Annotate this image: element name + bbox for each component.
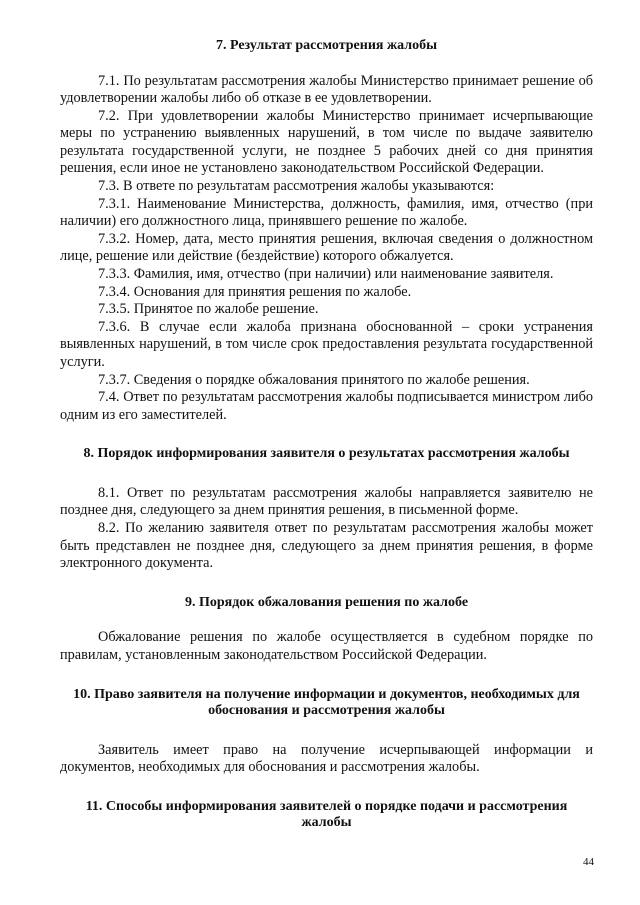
paragraph-7-3-7: 7.3.7. Сведения о порядке обжалования принятого по жалобе решения. [98, 371, 530, 388]
section-10-heading: 10. Право заявителя на получение информации и документов, необходимых для обоснования и рассмотрения жалобы [73, 686, 580, 719]
paragraph-7-3-5: 7.3.5. Принятое по жалобе решение. [98, 301, 319, 318]
paragraph-8-2: 8.2. По желанию заявителя ответ по результатам рассмотрения жалобы может быть представлен не позднее дня, следующего за днем принятия решения, в форме электронного документа. [60, 520, 593, 572]
paragraph-7-3-2: 7.3.2. Номер, дата, место принятия решения, включая сведения о должностном лице, решение или действие (бездействие) которого обжалуется. [60, 230, 593, 265]
paragraph-7-3-3: 7.3.3. Фамилия, имя, отчество (при наличии) или наименование заявителя. [98, 266, 554, 283]
paragraph-7-2: 7.2. При удовлетворении жалобы Министерство принимает исчерпывающие меры по устранению выявленных нарушений, в том числе по выдаче заявителю результата государственной услуги, не позднее 5 рабочих дней со дня принятия решения, если иное не установлено законодательством Российской Федерации. [60, 107, 593, 177]
paragraph-10-1: Заявитель имеет право на получение исчерпывающей информации и документов, необходимых для обоснования и рассмотрения жалобы. [60, 741, 593, 776]
section-8-heading: 8. Порядок информирования заявителя о результатах рассмотрения жалобы [83, 446, 570, 462]
section-9-heading: 9. Порядок обжалования решения по жалобе [184, 594, 469, 610]
document-body [60, 38, 593, 832]
section-11-heading: 11. Способы информирования заявителей о порядке подачи и рассмотрения жалобы [85, 798, 568, 831]
paragraph-7-1: 7.1. По результатам рассмотрения жалобы Министерство принимает решение об удовлетворении жалобы либо об отказе в ее удовлетворении. [60, 72, 593, 107]
paragraph-9-1: Обжалование решения по жалобе осуществляется в судебном порядке по правилам, установленным законодательством Российской Федерации. [60, 629, 593, 663]
section-7-heading: 7. Результат рассмотрения жалобы [215, 38, 438, 53]
paragraph-7-3-1: 7.3.1. Наименование Министерства, должность, фамилия, имя, отчество (при наличии) его должностного лица, принявшего решение по жалобе. [60, 195, 593, 230]
paragraph-7-4: 7.4. Ответ по результатам рассмотрения жалобы подписывается министром либо одним из его заместителей. [60, 389, 593, 423]
page-number: 44 [583, 856, 594, 868]
paragraph-8-1: 8.1. Ответ по результатам рассмотрения жалобы направляется заявителю не позднее дня, следующего за днем принятия решения, в письменной форме. [60, 484, 593, 519]
paragraph-7-3: 7.3. В ответе по результатам рассмотрения жалобы указываются: [98, 178, 495, 195]
paragraph-7-3-4: 7.3.4. Основания для принятия решения по жалобе. [98, 283, 412, 300]
paragraph-7-3-6: 7.3.6. В случае если жалоба признана обоснованной – сроки устранения выявленных нарушений, в том числе срок предоставления результата государственной услуги. [60, 318, 593, 370]
